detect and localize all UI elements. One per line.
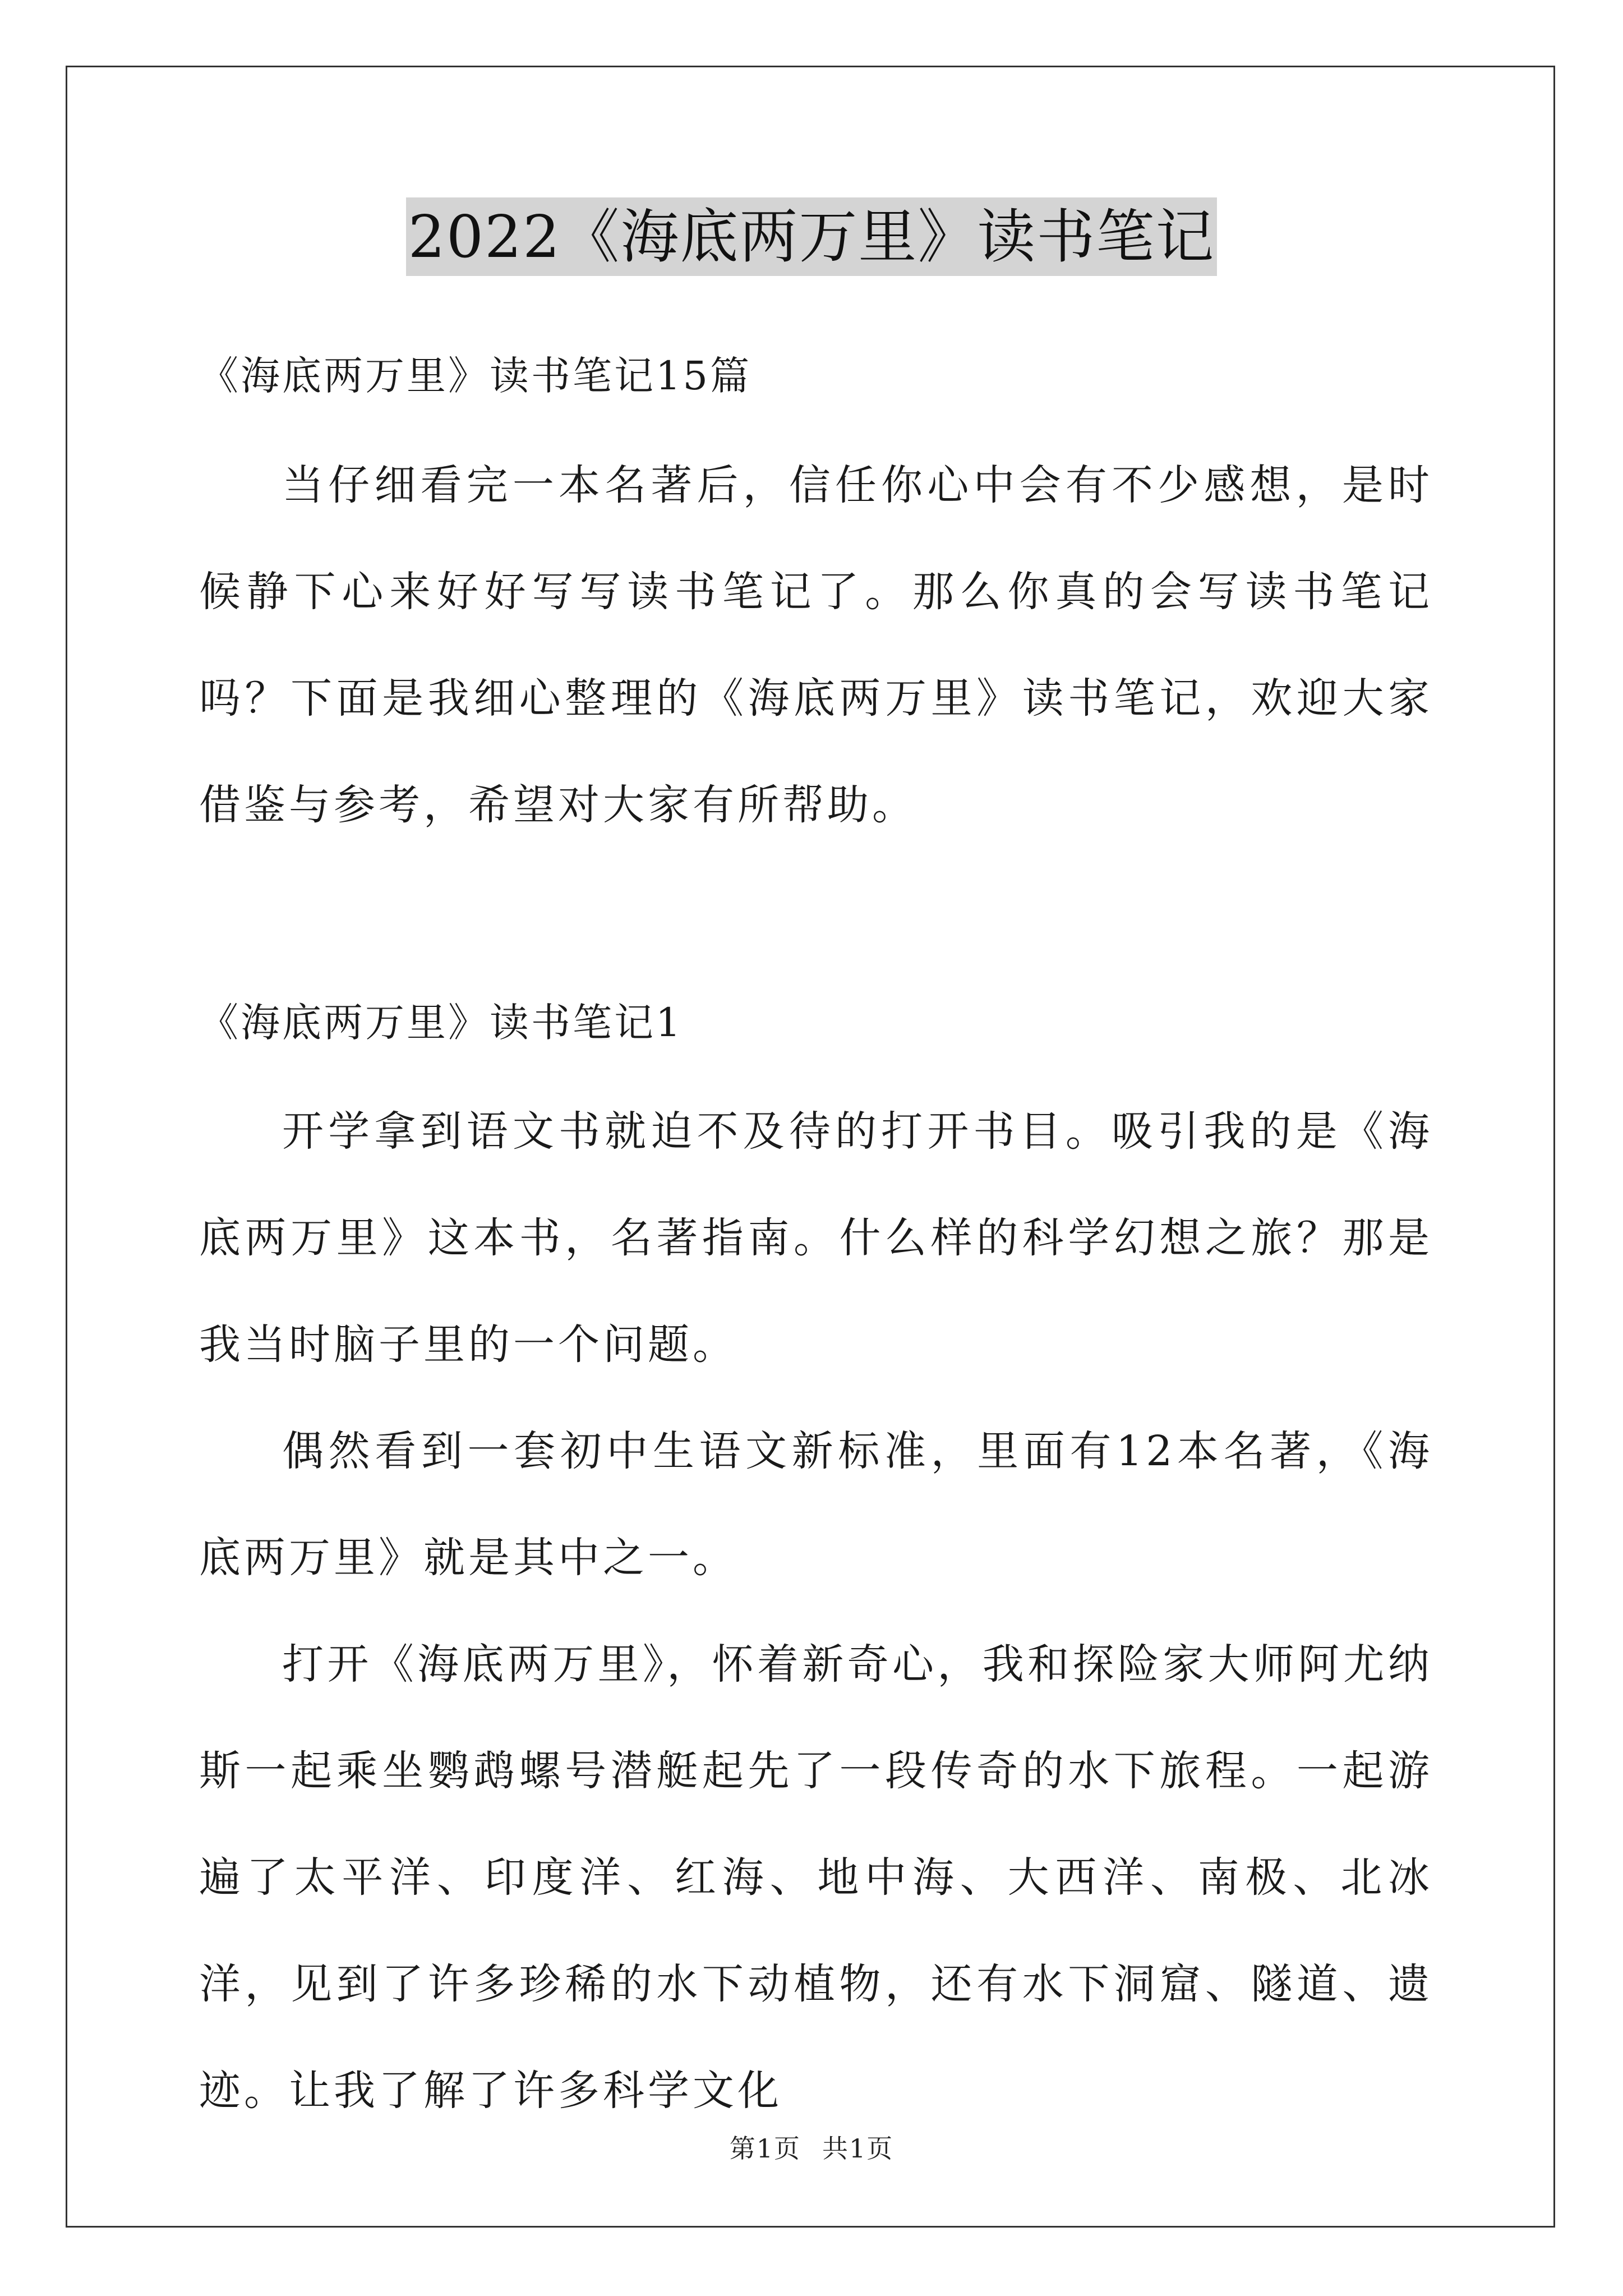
section1-paragraph-1: 开学拿到语文书就迫不及待的打开书目。吸引我的是《海底两万里》这本书，名著指南。什么样的科学幻想之旅？那是我当时脑子里的一个问题。 — [199, 1107, 1433, 1369]
page-footer — [0, 2132, 1623, 2165]
document-title: 2022《海底两万里》读书笔记 — [406, 197, 1218, 276]
page-number: 第1页 — [729, 2133, 801, 2164]
page-total: 共1页 — [822, 2133, 894, 2164]
section1-paragraph-3: 打开《海底两万里》，怀着新奇心，我和探险家大师阿尤纳斯一起乘坐鹦鹉螺号潜艇起先了一段传奇的水下旅程。一起游遍了太平洋、印度洋、红海、地中海、大西洋、南极、北冰洋，见到了许多珍稀的水下动植物，还有水下洞窟、隧道、遗迹。让我了解了许多科学文化 — [199, 1640, 1433, 2115]
intro-paragraph: 当仔细看完一本名著后，信任你心中会有不少感想，是时候静下心来好好写写读书笔记了。那么你真的会写读书笔记吗？下面是我细心整理的《海底两万里》读书笔记，欢迎大家借鉴与参考，希望对大家有所帮助。 — [199, 461, 1433, 829]
title-container — [0, 197, 1623, 276]
section1-paragraph-2: 偶然看到一套初中生语文新标准，里面有12本名著，《海底两万里》就是其中之一。 — [199, 1427, 1433, 1582]
section1-heading: 《海底两万里》读书笔记1 — [199, 1000, 683, 1046]
intro-heading: 《海底两万里》读书笔记15篇 — [199, 353, 752, 399]
